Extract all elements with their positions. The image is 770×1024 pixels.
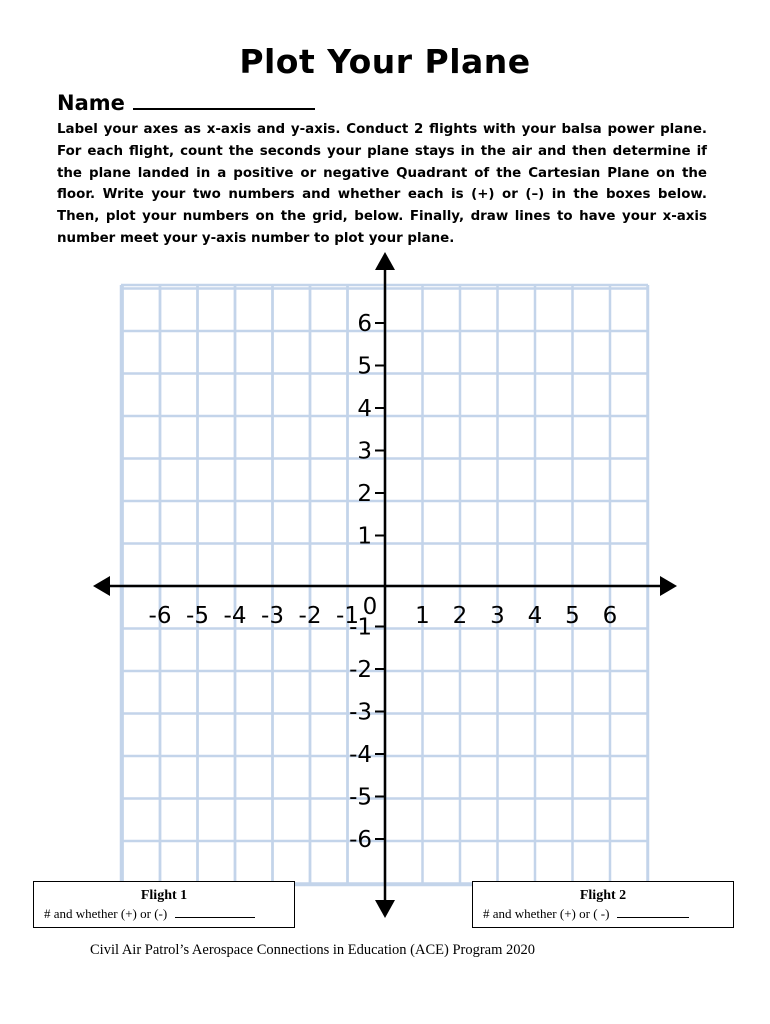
y-tick-label: 6: [357, 311, 372, 337]
y-tick-label: -4: [349, 742, 372, 768]
instructions-text: Label your axes as x-axis and y-axis. Conduct 2 flights with your balsa power plane. For each flight, count the seconds your plane stays in the air and then determine if the plane landed in a positive or negative Quadrant of the Cartesian Plane on the floor. Write your two numbers and whether each is (+) or (–) in the boxes below. Then, plot your numbers on the grid, below. Finally, draw lines to have your x-axis number meet your y-axis number to plot your plane.: [57, 122, 707, 246]
x-tick-label: 1: [415, 603, 430, 629]
flight-2-box: [472, 881, 734, 928]
x-tick-label: 2: [452, 603, 468, 629]
y-tick-label: 4: [357, 396, 372, 422]
x-tick-label: -4: [223, 603, 247, 629]
x-axis-right-arrow: [660, 576, 677, 596]
flight-2-title: Flight 2: [579, 888, 627, 903]
x-axis-left-arrow: [93, 576, 110, 596]
y-tick-label: -3: [349, 699, 372, 726]
flight-2-label: # and whether (+) or ( -): [483, 906, 610, 921]
x-tick-label: 3: [490, 603, 505, 629]
x-tick-label: -5: [186, 603, 209, 629]
x-tick-label: -6: [148, 603, 172, 629]
flight-1-title: Flight 1: [140, 888, 188, 903]
flight-1-box: [33, 881, 295, 928]
y-axis-top-arrow: [375, 252, 395, 270]
name-label: Name: [57, 91, 125, 115]
flight-2-answer-line[interactable]: [617, 907, 689, 918]
origin-label: 0: [362, 594, 378, 620]
x-tick-label: -2: [298, 603, 322, 629]
flight-1-label: # and whether (+) or (-): [44, 906, 168, 921]
footer-text: Civil Air Patrol’s Aerospace Connections in Education (ACE) Program 2020: [90, 942, 536, 958]
y-tick-label: 1: [357, 523, 372, 550]
x-tick-label: 6: [602, 603, 618, 629]
y-axis-bottom-arrow: [375, 900, 395, 918]
x-tick-label: 4: [527, 603, 543, 629]
y-tick-label: 2: [357, 481, 372, 507]
y-tick-label: -1: [349, 614, 372, 641]
y-tick-label: 3: [357, 438, 372, 465]
y-tick-label: -2: [349, 657, 372, 683]
flight-1-answer-line[interactable]: [175, 907, 255, 918]
y-tick-label: 5: [357, 353, 372, 380]
y-tick-label: -5: [349, 784, 372, 811]
x-tick-label: -3: [261, 603, 284, 629]
y-tick-label: -6: [349, 827, 372, 853]
x-tick-label: -1: [336, 603, 359, 629]
x-tick-label: 5: [565, 603, 580, 629]
page-title: Plot Your Plane: [239, 42, 531, 81]
